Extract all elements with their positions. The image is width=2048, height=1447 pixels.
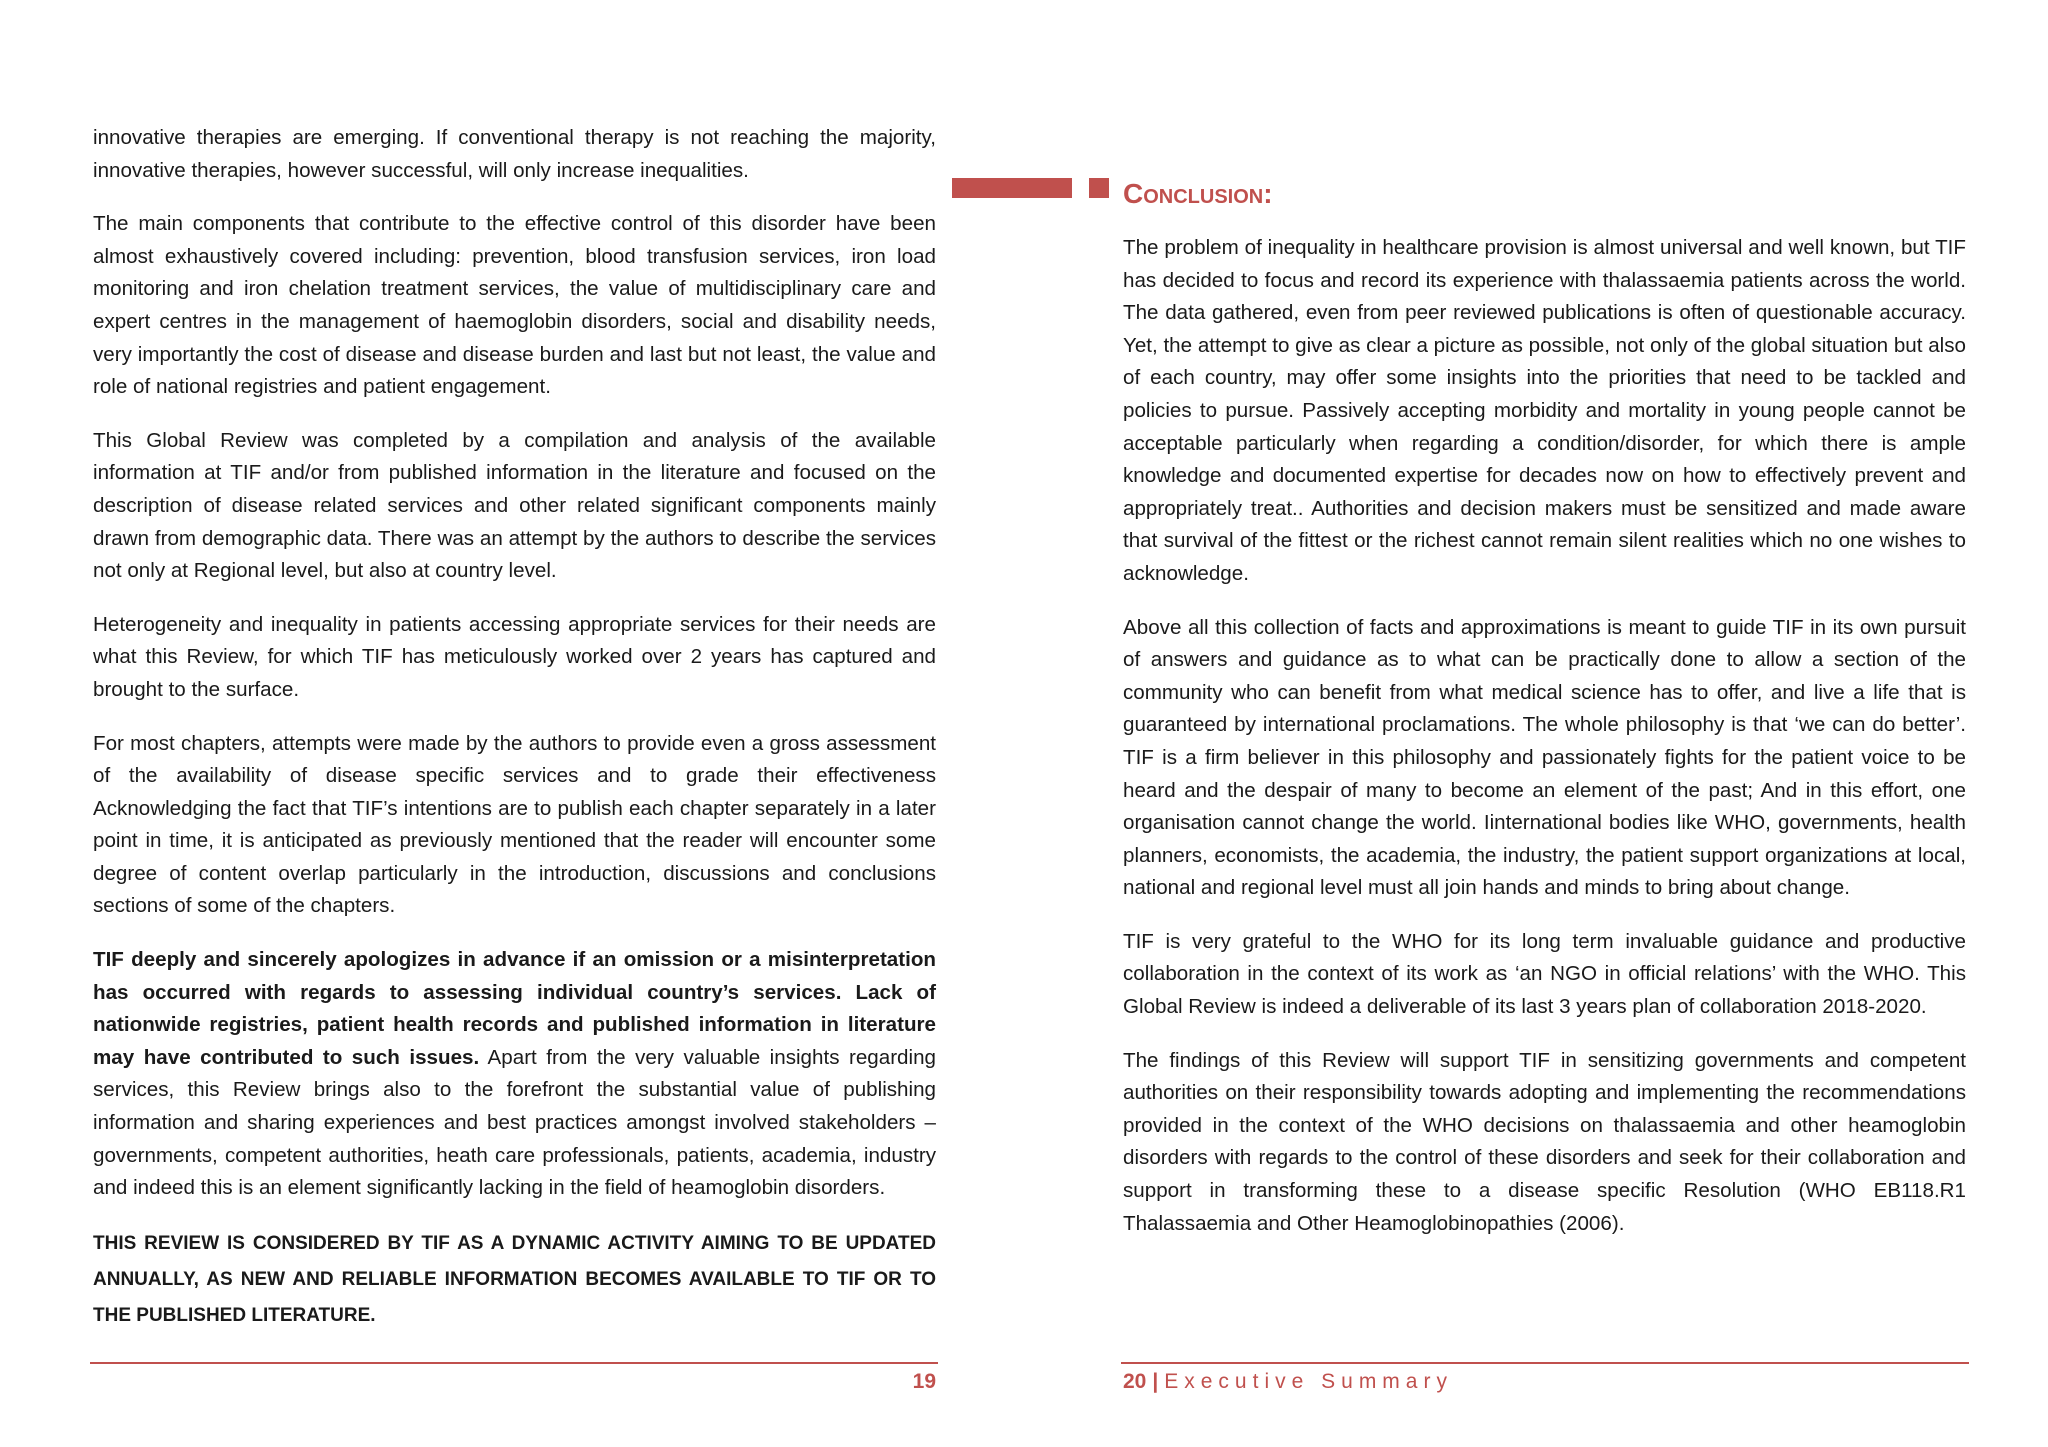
apology-bold-text: TIF deeply and sincerely apologizes in advance if an omission or a misinterpretation has occurred with regards to assessing individual country’s services. Lack of nationwide registries, patient health records and published information in literature may have contributed to such issues. bbox=[93, 948, 936, 1069]
conclusion-heading: Conclusion: bbox=[1123, 178, 1273, 209]
paragraph: The findings of this Review will support TIF in sensitizing governments and competent authorities on their responsibility towards adopting and implementing the recommendations provided in the context of the WHO decisions on thalassaemia and other heamoglobin disorders with regards to the control of these disorders and seek for their collaboration and support in transforming these to a disease specific Resolution (WHO EB118.R1 Thalassaemia and Other Heamoglobinopathies (2006). bbox=[1123, 1048, 1966, 1235]
paragraph: The problem of inequality in healthcare provision is almost universal and well known, but TIF has decided to focus and record its experience with thalassaemia patients across the world. The data gathered, even from peer reviewed publications is often of questionable accuracy. Yet, the attempt to give as clear a picture as possible, not only of the global situation but also of each country, may offer some insights into the priorities that need to be tackled and policies to pursue. Passively accepting morbidity and mortality in young people cannot be acceptable particularly when regarding a condition/disorder, for which there is ample knowledge and documented expertise for decades now on how to effectively prevent and appropriately treat.. Authorities and decision makers must be sensitized and made aware that survival of the fittest or the richest cannot remain silent realities which no one wishes to acknowledge. bbox=[1123, 236, 1966, 585]
apology-rest-text: Apart from the very valuable insights regarding services, this Review brings also to the forefront the substantial value of publishing information and sharing experiences and best practices amongst involved stakeholders – governments, competent authorities, heath care professionals, patients, academia, industry and indeed this is an element significantly lacking in the field of heamoglobin disorders. bbox=[93, 1045, 936, 1200]
paragraph: TIF is very grateful to the WHO for its long term invaluable guidance and productive collaboration in the context of its work as ‘an NGO in official relations’ with the WHO. This Global Review is indeed a deliverable of its last 3 years plan of collaboration 2018-2020. bbox=[1123, 929, 1966, 1019]
page-number-left: 19 bbox=[912, 1370, 936, 1393]
heading-accent-square bbox=[1089, 178, 1109, 198]
paragraph: Above all this collection of facts and approximations is meant to guide TIF in its own pursuit of answers and guidance as to what can be practically done to allow a section of the community who can benefit from what medical science has to offer, and live a life that is guaranteed by international proclamations. The whole philosophy is that ‘we can do better’. TIF is a firm believer in this philosophy and passionately fights for the patient voice to be heard and the despair of many to become an element of the past; And in this effort, one organisation cannot change the world. Iinternational bodies like WHO, governments, health planners, economists, the academia, the industry, the patient support organizations at local, national and regional level must all join hands and minds to bring about change. bbox=[1123, 615, 1966, 900]
footer-right bbox=[1123, 1367, 1453, 1397]
page-number-right: 20 bbox=[1123, 1370, 1147, 1393]
heading-accent-bar bbox=[952, 178, 1072, 198]
apology-paragraph bbox=[93, 944, 936, 1205]
closing-note: THIS REVIEW IS CONSIDERED BY TIF AS A DYNAMIC ACTIVITY AIMING TO BE UPDATED ANNUALLY, AS NEW AND RELIABLE INFORMATION BECOMES AVAILABLE TO TIF OR TO THE PUBLISHED LITERATURE. bbox=[93, 1232, 936, 1326]
paragraph: This Global Review was completed by a compilation and analysis of the available information at TIF and/or from published information in the literature and focused on the description of disease related services and other related significant components mainly drawn from demographic data. There was an attempt by the authors to describe the services not only at Regional level, but also at country level. bbox=[93, 428, 936, 583]
footer-rule-left bbox=[90, 1362, 938, 1364]
footer-section-title: Executive Summary bbox=[1164, 1370, 1453, 1393]
left-page-body bbox=[93, 122, 936, 1355]
paragraph: Heterogeneity and inequality in patients accessing appropriate services for their needs are what this Review, for which TIF has meticulously worked over 2 years has captured and brought to the surface. bbox=[93, 612, 936, 701]
footer-separator: | bbox=[1152, 1370, 1159, 1393]
paragraph: For most chapters, attempts were made by the authors to provide even a gross assessment of the availability of disease specific services and to grade their effectiveness Acknowledging the fact that TIF’s intentions are to publish each chapter separately in a later point in time, it is anticipated as previously mentioned that the reader will encounter some degree of content overlap particularly in the introduction, discussions and conclusions sections of some of the chapters. bbox=[93, 731, 936, 918]
paragraph: innovative therapies are emerging. If conventional therapy is not reaching the majority, innovative therapies, however successful, will only increase inequalities. bbox=[93, 126, 936, 182]
footer-rule-right bbox=[1121, 1362, 1969, 1364]
paragraph: The main components that contribute to the effective control of this disorder have been almost exhaustively covered including: prevention, blood transfusion services, iron load monitoring and iron chelation treatment services, the value of multidisciplinary care and expert centres in the management of haemoglobin disorders, social and disability needs, very importantly the cost of disease and disease burden and last but not least, the value and role of national registries and patient engagement. bbox=[93, 212, 936, 399]
right-page-body bbox=[1123, 232, 1966, 1261]
